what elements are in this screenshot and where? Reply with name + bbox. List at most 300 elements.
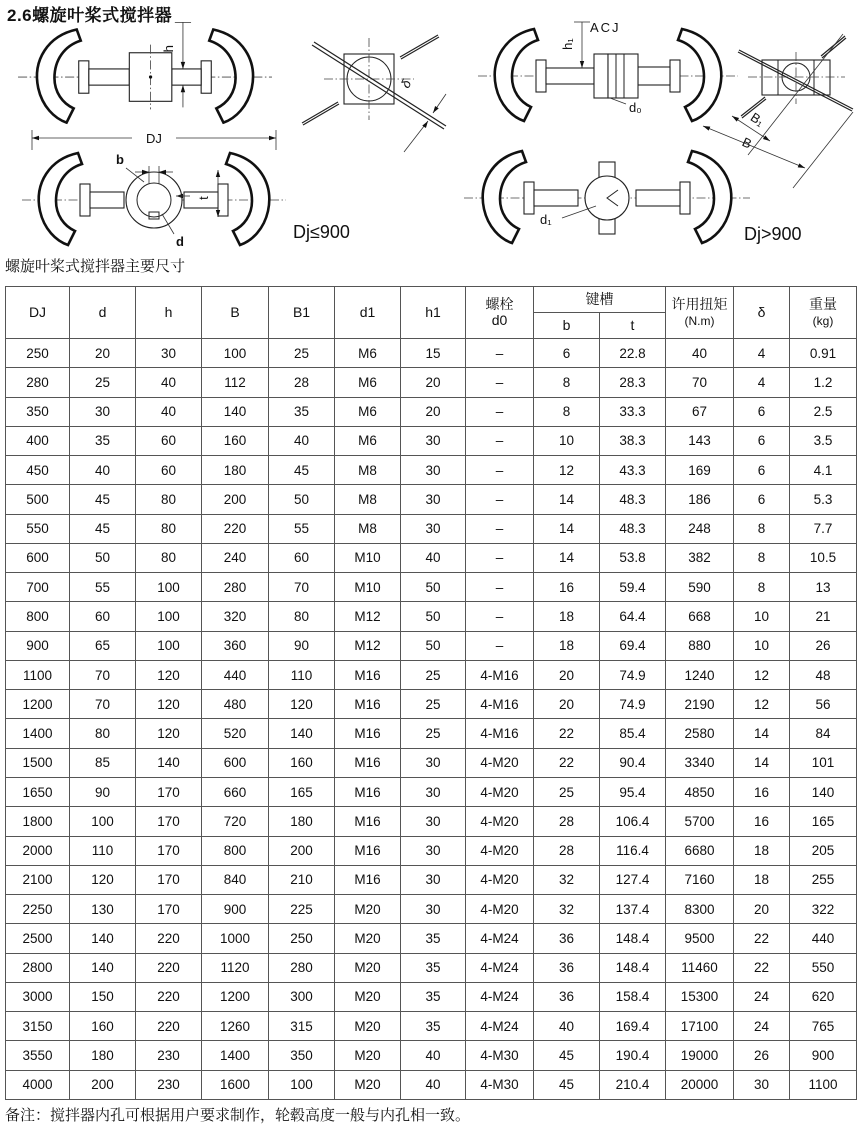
- cell: 1000: [202, 924, 269, 953]
- table-row: [6, 895, 857, 924]
- cell: 140: [202, 397, 269, 426]
- hub-bore: [126, 172, 182, 228]
- cell: 85: [70, 748, 136, 777]
- cell: 60: [136, 426, 202, 455]
- cell: 70: [70, 660, 136, 689]
- col-header-weight-line1: 重量: [809, 296, 837, 313]
- cell: M16: [335, 777, 401, 806]
- cell: 10.5: [790, 543, 857, 572]
- cell: 28: [269, 368, 335, 397]
- hub-block: [748, 52, 845, 104]
- cell: 30: [401, 836, 466, 865]
- cell: 32: [534, 865, 600, 894]
- cell: 2000: [6, 836, 70, 865]
- col-header-dj: DJ: [6, 287, 70, 339]
- cell: 250: [6, 339, 70, 368]
- cell: M20: [335, 895, 401, 924]
- cell: 5.3: [790, 485, 857, 514]
- cell: 67: [666, 397, 734, 426]
- cell: 220: [202, 514, 269, 543]
- table-row: [6, 339, 857, 368]
- cell: 720: [202, 807, 269, 836]
- cell: M20: [335, 953, 401, 982]
- cell: 1600: [202, 1070, 269, 1099]
- cell: 8300: [666, 895, 734, 924]
- cell: 22: [734, 953, 790, 982]
- table-row: [6, 602, 857, 631]
- dim-label-delta: δ: [397, 77, 415, 91]
- col-header-keyway-b: b: [534, 313, 600, 339]
- cell: 660: [202, 777, 269, 806]
- cell: 1400: [202, 1041, 269, 1070]
- cell: M20: [335, 982, 401, 1011]
- cell: M6: [335, 339, 401, 368]
- cell: 130: [70, 895, 136, 924]
- cell: 18: [734, 865, 790, 894]
- cell: 50: [269, 485, 335, 514]
- cell: 2250: [6, 895, 70, 924]
- table-row: [6, 748, 857, 777]
- cell: 55: [70, 573, 136, 602]
- cell: 160: [269, 748, 335, 777]
- cell: 127.4: [600, 865, 666, 894]
- cell: 220: [136, 924, 202, 953]
- cell: 550: [790, 953, 857, 982]
- cell: 15300: [666, 982, 734, 1011]
- cell: M8: [335, 514, 401, 543]
- figure-side-view-h: [16, 18, 274, 130]
- cell: 210: [269, 865, 335, 894]
- cell: 10: [734, 602, 790, 631]
- cell: 4: [734, 339, 790, 368]
- cell: 116.4: [600, 836, 666, 865]
- cell: 150: [70, 982, 136, 1011]
- col-header-torque-line2: (N.m): [684, 313, 715, 328]
- cell: 14: [534, 514, 600, 543]
- cell: 4: [734, 368, 790, 397]
- cell: 10: [734, 631, 790, 660]
- cell: 590: [666, 573, 734, 602]
- cell: 100: [136, 602, 202, 631]
- cell: M10: [335, 543, 401, 572]
- cell: 80: [70, 719, 136, 748]
- cell: 90.4: [600, 748, 666, 777]
- cell: 880: [666, 631, 734, 660]
- cell: 36: [534, 953, 600, 982]
- table-row: [6, 719, 857, 748]
- table-row: [6, 660, 857, 689]
- cell: 20: [534, 690, 600, 719]
- footnote: 备注：搅拌器内孔可根据用户要求制作，轮毂高度一般与内孔相一致。: [5, 1107, 471, 1124]
- cell: 40: [401, 1041, 466, 1070]
- cell: 28.3: [600, 368, 666, 397]
- cell: 169.4: [600, 1012, 666, 1041]
- table-body: [6, 339, 857, 1100]
- cell: M6: [335, 368, 401, 397]
- cell: 101: [790, 748, 857, 777]
- cell: 30: [401, 865, 466, 894]
- figure-front-view-large: [460, 148, 754, 266]
- dim-label-h1: h₁: [560, 38, 575, 50]
- cell: 26: [734, 1041, 790, 1070]
- cell: M16: [335, 690, 401, 719]
- cell: 35: [401, 982, 466, 1011]
- cell: 0.91: [790, 339, 857, 368]
- cell: 30: [734, 1070, 790, 1099]
- cell: 1500: [6, 748, 70, 777]
- cell: 25: [401, 719, 466, 748]
- cell: 1200: [6, 690, 70, 719]
- col-header-bolt-line2: d0: [491, 311, 508, 328]
- cell: 6: [734, 426, 790, 455]
- figure-blade-section: [286, 26, 464, 154]
- cell: 1100: [790, 1070, 857, 1099]
- cell: 140: [269, 719, 335, 748]
- dim-label-b1-upper: B₁: [747, 109, 768, 130]
- cell: 112: [202, 368, 269, 397]
- cell: M20: [335, 924, 401, 953]
- cell: 21: [790, 602, 857, 631]
- cell: 186: [666, 485, 734, 514]
- cell: M16: [335, 748, 401, 777]
- cell: 8: [734, 514, 790, 543]
- dj-dimension: [32, 130, 276, 150]
- bolted-hub: [594, 54, 638, 98]
- cell: 80: [136, 485, 202, 514]
- cell: 40: [401, 543, 466, 572]
- cell: 20: [534, 660, 600, 689]
- dim-label-dj: DJ: [146, 131, 162, 146]
- cell: 43.3: [600, 456, 666, 485]
- cell: 13: [790, 573, 857, 602]
- cell: 1100: [6, 660, 70, 689]
- cell: 8: [534, 397, 600, 426]
- cell: 180: [202, 456, 269, 485]
- cell: 4-M20: [466, 807, 534, 836]
- cell: 16: [534, 573, 600, 602]
- cell: 205: [790, 836, 857, 865]
- cell: 382: [666, 543, 734, 572]
- cell: 74.9: [600, 690, 666, 719]
- cell: 3150: [6, 1012, 70, 1041]
- cell: 140: [136, 748, 202, 777]
- cell: 4-M20: [466, 895, 534, 924]
- dim-label-b-upper: B: [739, 134, 755, 152]
- cell: 4-M20: [466, 748, 534, 777]
- cell: 50: [401, 573, 466, 602]
- cell: 4-M16: [466, 719, 534, 748]
- cell: 160: [70, 1012, 136, 1041]
- cell: 4-M24: [466, 982, 534, 1011]
- cell: 20: [734, 895, 790, 924]
- cell: 45: [269, 456, 335, 485]
- cell: 900: [790, 1041, 857, 1070]
- cell: 3.5: [790, 426, 857, 455]
- cell: 480: [202, 690, 269, 719]
- cell: 6: [734, 397, 790, 426]
- caption-dj-large: Dj>900: [744, 224, 802, 244]
- cell: 70: [70, 690, 136, 719]
- cell: 7160: [666, 865, 734, 894]
- cell: 36: [534, 924, 600, 953]
- d1-callout: [540, 206, 596, 227]
- cell: 400: [6, 426, 70, 455]
- cell: 4-M16: [466, 690, 534, 719]
- table-row: [6, 807, 857, 836]
- cell: 250: [269, 924, 335, 953]
- cell: 16: [734, 807, 790, 836]
- cell: 60: [269, 543, 335, 572]
- cell: 35: [401, 924, 466, 953]
- cell: 4-M20: [466, 865, 534, 894]
- cell: 25: [269, 339, 335, 368]
- cell: 24: [734, 1012, 790, 1041]
- cell: 440: [790, 924, 857, 953]
- cell: 248: [666, 514, 734, 543]
- cell: 6: [734, 485, 790, 514]
- cell: 840: [202, 865, 269, 894]
- cell: 110: [269, 660, 335, 689]
- cell: 30: [401, 485, 466, 514]
- cell: 4-M24: [466, 953, 534, 982]
- cell: 280: [269, 953, 335, 982]
- left-blade: [483, 151, 526, 243]
- cell: 169: [666, 456, 734, 485]
- cell: 30: [401, 807, 466, 836]
- cell: –: [466, 631, 534, 660]
- table-row: [6, 982, 857, 1011]
- cell: 53.8: [600, 543, 666, 572]
- cell: 36: [534, 982, 600, 1011]
- cell: 170: [136, 865, 202, 894]
- cell: 2190: [666, 690, 734, 719]
- cell: –: [466, 573, 534, 602]
- cell: 700: [6, 573, 70, 602]
- cell: 3000: [6, 982, 70, 1011]
- cell: 165: [269, 777, 335, 806]
- cell: 20: [70, 339, 136, 368]
- cell: 180: [269, 807, 335, 836]
- cell: 120: [136, 660, 202, 689]
- cell: M20: [335, 1012, 401, 1041]
- cell: 40: [136, 368, 202, 397]
- cell: 20000: [666, 1070, 734, 1099]
- cell: 1800: [6, 807, 70, 836]
- cell: 40: [401, 1070, 466, 1099]
- table-row: [6, 397, 857, 426]
- cell: –: [466, 426, 534, 455]
- cell: 140: [790, 777, 857, 806]
- cell: M12: [335, 631, 401, 660]
- cell: 800: [6, 602, 70, 631]
- cell: 12: [734, 690, 790, 719]
- cell: M16: [335, 865, 401, 894]
- cell: 12: [734, 660, 790, 689]
- right-blade: [226, 153, 269, 245]
- cell: 4-M16: [466, 660, 534, 689]
- cell: 6680: [666, 836, 734, 865]
- cell: 600: [6, 543, 70, 572]
- cell: 4-M30: [466, 1070, 534, 1099]
- d0-callout: [610, 98, 642, 115]
- cell: 280: [202, 573, 269, 602]
- cell: 25: [534, 777, 600, 806]
- cell: 350: [6, 397, 70, 426]
- cell: 17100: [666, 1012, 734, 1041]
- cell: M20: [335, 1041, 401, 1070]
- col-header-delta: δ: [734, 287, 790, 339]
- cell: 18: [534, 602, 600, 631]
- cell: 56: [790, 690, 857, 719]
- cell: 16: [734, 777, 790, 806]
- cell: 19000: [666, 1041, 734, 1070]
- figure-front-view-small: [18, 120, 290, 258]
- cell: 668: [666, 602, 734, 631]
- col-header-d: d: [70, 287, 136, 339]
- cell: –: [466, 485, 534, 514]
- cell: 4-M24: [466, 1012, 534, 1041]
- cell: 210.4: [600, 1070, 666, 1099]
- cell: 322: [790, 895, 857, 924]
- cell: 55: [269, 514, 335, 543]
- cell: 45: [534, 1070, 600, 1099]
- col-header-bolt-line1: 螺栓: [485, 296, 514, 313]
- cell: 8: [734, 573, 790, 602]
- cell: 80: [136, 514, 202, 543]
- cell: 30: [401, 456, 466, 485]
- cell: 45: [534, 1041, 600, 1070]
- cell: 200: [269, 836, 335, 865]
- cell: 6: [534, 339, 600, 368]
- table-row: [6, 485, 857, 514]
- table-row: [6, 690, 857, 719]
- cell: 900: [6, 631, 70, 660]
- dim-label-d1: d₁: [540, 212, 552, 227]
- cell: 220: [136, 953, 202, 982]
- dim-label-d: d: [176, 234, 184, 249]
- cell: 140: [70, 953, 136, 982]
- cell: 14: [734, 748, 790, 777]
- cell: 170: [136, 895, 202, 924]
- cell: 40: [666, 339, 734, 368]
- cell: 360: [202, 631, 269, 660]
- stamp-acj: ACJ: [590, 20, 621, 35]
- cell: 160: [202, 426, 269, 455]
- col-header-torque: [666, 287, 734, 339]
- cell: 50: [401, 631, 466, 660]
- cell: 620: [790, 982, 857, 1011]
- cell: 1260: [202, 1012, 269, 1041]
- cell: –: [466, 456, 534, 485]
- cell: 70: [666, 368, 734, 397]
- cell: 70: [269, 573, 335, 602]
- table-row: [6, 836, 857, 865]
- dim-label-t: t: [196, 196, 211, 200]
- cell: 48: [790, 660, 857, 689]
- cell: 60: [70, 602, 136, 631]
- cell: 80: [269, 602, 335, 631]
- table-row: [6, 1012, 857, 1041]
- cell: –: [466, 368, 534, 397]
- cell: 230: [136, 1041, 202, 1070]
- cell: 40: [136, 397, 202, 426]
- cell: 3340: [666, 748, 734, 777]
- table-row: [6, 456, 857, 485]
- cell: 220: [136, 982, 202, 1011]
- cell: 45: [70, 514, 136, 543]
- cell: M8: [335, 485, 401, 514]
- cell: 4000: [6, 1070, 70, 1099]
- cell: 106.4: [600, 807, 666, 836]
- cell: 450: [6, 456, 70, 485]
- cell: 74.9: [600, 660, 666, 689]
- cell: 225: [269, 895, 335, 924]
- cell: 30: [401, 895, 466, 924]
- col-header-keyway: 键槽: [534, 287, 666, 313]
- cell: –: [466, 339, 534, 368]
- spider-hub: [585, 162, 629, 234]
- cell: 30: [401, 777, 466, 806]
- table-row: [6, 1041, 857, 1070]
- cell: 20: [401, 368, 466, 397]
- cell: 230: [136, 1070, 202, 1099]
- col-header-h: h: [136, 287, 202, 339]
- cell: 170: [136, 777, 202, 806]
- cell: 22: [734, 924, 790, 953]
- cell: 22: [534, 748, 600, 777]
- table-header: [6, 287, 857, 339]
- cell: 255: [790, 865, 857, 894]
- cell: 28: [534, 836, 600, 865]
- cell: 800: [202, 836, 269, 865]
- cell: 2580: [666, 719, 734, 748]
- cell: 35: [401, 1012, 466, 1041]
- cell: 90: [269, 631, 335, 660]
- table-row: [6, 514, 857, 543]
- cell: 50: [401, 602, 466, 631]
- cell: 280: [6, 368, 70, 397]
- cell: 240: [202, 543, 269, 572]
- cell: 35: [70, 426, 136, 455]
- cell: 4-M30: [466, 1041, 534, 1070]
- col-header-weight-line2: (kg): [812, 313, 834, 328]
- cell: 2100: [6, 865, 70, 894]
- cell: 4-M24: [466, 924, 534, 953]
- cell: 14: [534, 543, 600, 572]
- cell: 180: [70, 1041, 136, 1070]
- col-header-weight: [790, 287, 857, 339]
- table-row: [6, 777, 857, 806]
- cell: 300: [269, 982, 335, 1011]
- cell: 7.7: [790, 514, 857, 543]
- cell: 30: [401, 514, 466, 543]
- cell: 30: [70, 397, 136, 426]
- cell: M6: [335, 426, 401, 455]
- cell: 9500: [666, 924, 734, 953]
- cell: 59.4: [600, 573, 666, 602]
- cell: 35: [269, 397, 335, 426]
- cell: 140: [70, 924, 136, 953]
- cell: 10: [534, 426, 600, 455]
- cell: M16: [335, 719, 401, 748]
- col-header-h1: h1: [401, 287, 466, 339]
- dim-label-b: b: [116, 152, 124, 167]
- cell: 2800: [6, 953, 70, 982]
- cell: 30: [136, 339, 202, 368]
- right-blade: [688, 151, 731, 243]
- cell: 50: [70, 543, 136, 572]
- cell: 6: [734, 456, 790, 485]
